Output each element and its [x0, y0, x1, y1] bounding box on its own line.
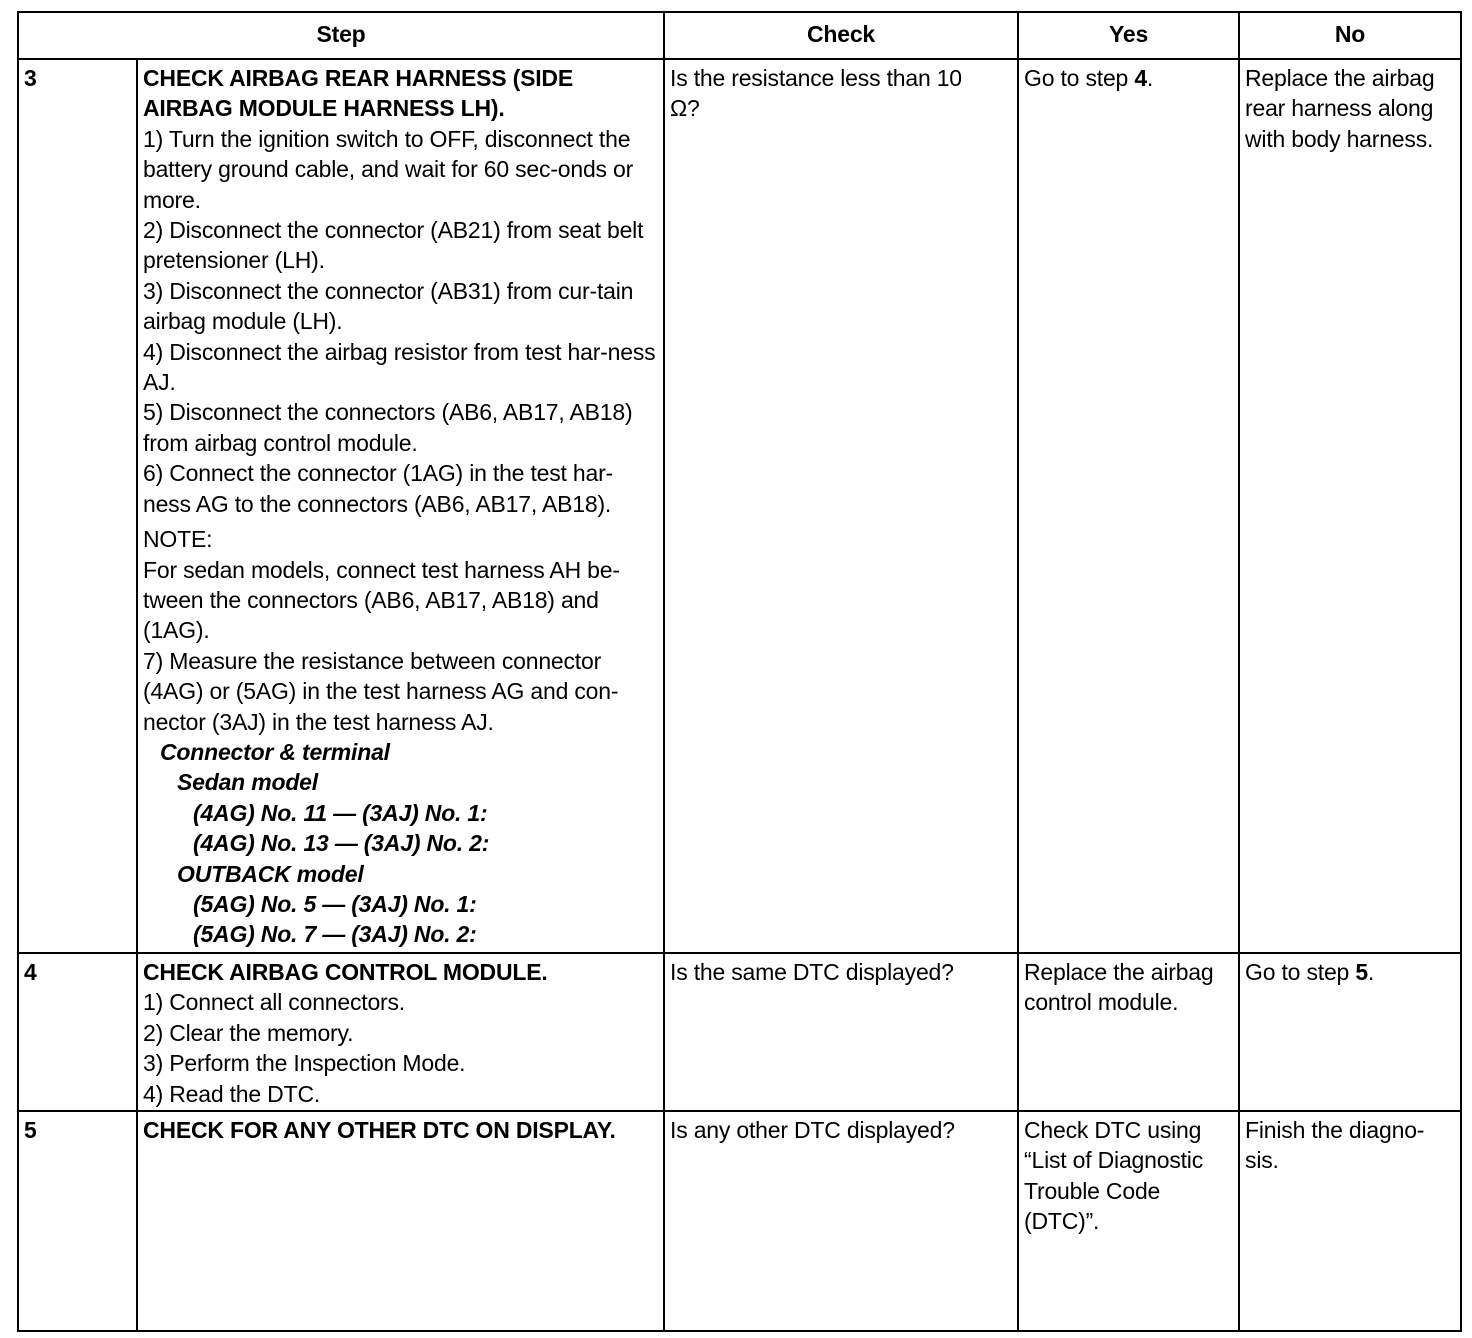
- check-cell: Is the same DTC displayed?: [664, 953, 1018, 1111]
- step-item: 6) Connect the connector (1AG) in the test har-ness AG to the connectors (AB6, AB17, AB18).: [143, 460, 614, 517]
- step-item: 3) Perform the Inspection Mode.: [143, 1050, 466, 1077]
- step-content: [137, 59, 664, 953]
- outback-terminal-1: (5AG) No. 5 — (3AJ) No. 1:: [193, 890, 477, 917]
- step-item: 3) Disconnect the connector (AB31) from cur-tain airbag module (LH).: [143, 277, 634, 335]
- yes-cell: Replace the airbag control module.: [1018, 953, 1239, 1111]
- table-row-step-5: [18, 1111, 1461, 1331]
- table-row-step-3: [18, 59, 1461, 953]
- connector-terminal-heading: Connector & terminal: [160, 738, 390, 765]
- note-label: NOTE:: [143, 526, 213, 553]
- sedan-model-label: Sedan model: [177, 769, 318, 796]
- yes-text: Go to step: [1024, 65, 1135, 91]
- header-step: Step: [18, 12, 664, 59]
- check-text-line1: Is the resistance less than 10: [670, 65, 962, 91]
- step-item: 4) Disconnect the airbag resistor from test har-ness AJ.: [143, 338, 656, 396]
- yes-cell: [1018, 59, 1239, 953]
- yes-cell: Check DTC using “List of Diagnostic Trouble Code (DTC)”.: [1018, 1111, 1239, 1331]
- step-item: 2) Disconnect the connector (AB21) from seat belt pretensioner (LH).: [143, 217, 644, 274]
- no-cell: [1239, 953, 1461, 1111]
- no-suffix: .: [1367, 959, 1375, 985]
- step-title-line1: CHECK AIRBAG REAR HARNESS (SIDE: [143, 65, 573, 91]
- diagnostic-table: [17, 11, 1462, 1332]
- yes-suffix: .: [1146, 65, 1154, 91]
- no-step-link[interactable]: 5: [1355, 959, 1368, 985]
- step-title: CHECK AIRBAG CONTROL MODULE.: [143, 959, 548, 985]
- step-item: 7) Measure the resistance between connector (4AG) or (5AG) in the test harness AG and con-nector (3AJ) in the test harness AJ.: [143, 647, 619, 735]
- sedan-terminal-2: (4AG) No. 13 — (3AJ) No. 2:: [193, 830, 490, 857]
- header-check: Check: [664, 12, 1018, 59]
- step-title-line2: AIRBAG MODULE HARNESS LH).: [143, 95, 505, 122]
- no-text: Go to step: [1245, 959, 1356, 985]
- no-cell: Replace the airbag rear harness along with body harness.: [1239, 59, 1461, 953]
- outback-terminal-2: (5AG) No. 7 — (3AJ) No. 2:: [193, 921, 477, 948]
- step-item: 2) Clear the memory.: [143, 1019, 354, 1046]
- step-item: 1) Turn the ignition switch to OFF, disconnect the battery ground cable, and wait for 60 sec-onds or more.: [143, 125, 634, 213]
- note-text: For sedan models, connect test harness AH be-tween the connectors (AB6, AB17, AB18) and (1AG).: [143, 556, 620, 644]
- sedan-terminal-1: (4AG) No. 11 — (3AJ) No. 1:: [193, 799, 488, 826]
- check-cell: Is any other DTC displayed?: [664, 1111, 1018, 1331]
- no-cell: Finish the diagno-sis.: [1239, 1111, 1461, 1331]
- step-content: [137, 1111, 664, 1331]
- header-no: No: [1239, 12, 1461, 59]
- step-number: 3: [18, 59, 137, 953]
- step-number: 4: [18, 953, 137, 1111]
- step-title: CHECK FOR ANY OTHER DTC ON DISPLAY.: [143, 1117, 616, 1143]
- step-item: 1) Connect all connectors.: [143, 989, 405, 1016]
- table-row-step-4: [18, 953, 1461, 1111]
- step-number: 5: [18, 1111, 137, 1331]
- header-row: [18, 12, 1461, 59]
- step-item: 4) Read the DTC.: [143, 1080, 321, 1107]
- step-content: [137, 953, 664, 1111]
- yes-step-link[interactable]: 4: [1134, 65, 1147, 91]
- check-text-line2: Ω?: [670, 95, 700, 122]
- step-item: 5) Disconnect the connectors (AB6, AB17, AB18) from airbag control module.: [143, 399, 633, 456]
- header-yes: Yes: [1018, 12, 1239, 59]
- outback-model-label: OUTBACK model: [177, 860, 364, 887]
- check-cell: [664, 59, 1018, 953]
